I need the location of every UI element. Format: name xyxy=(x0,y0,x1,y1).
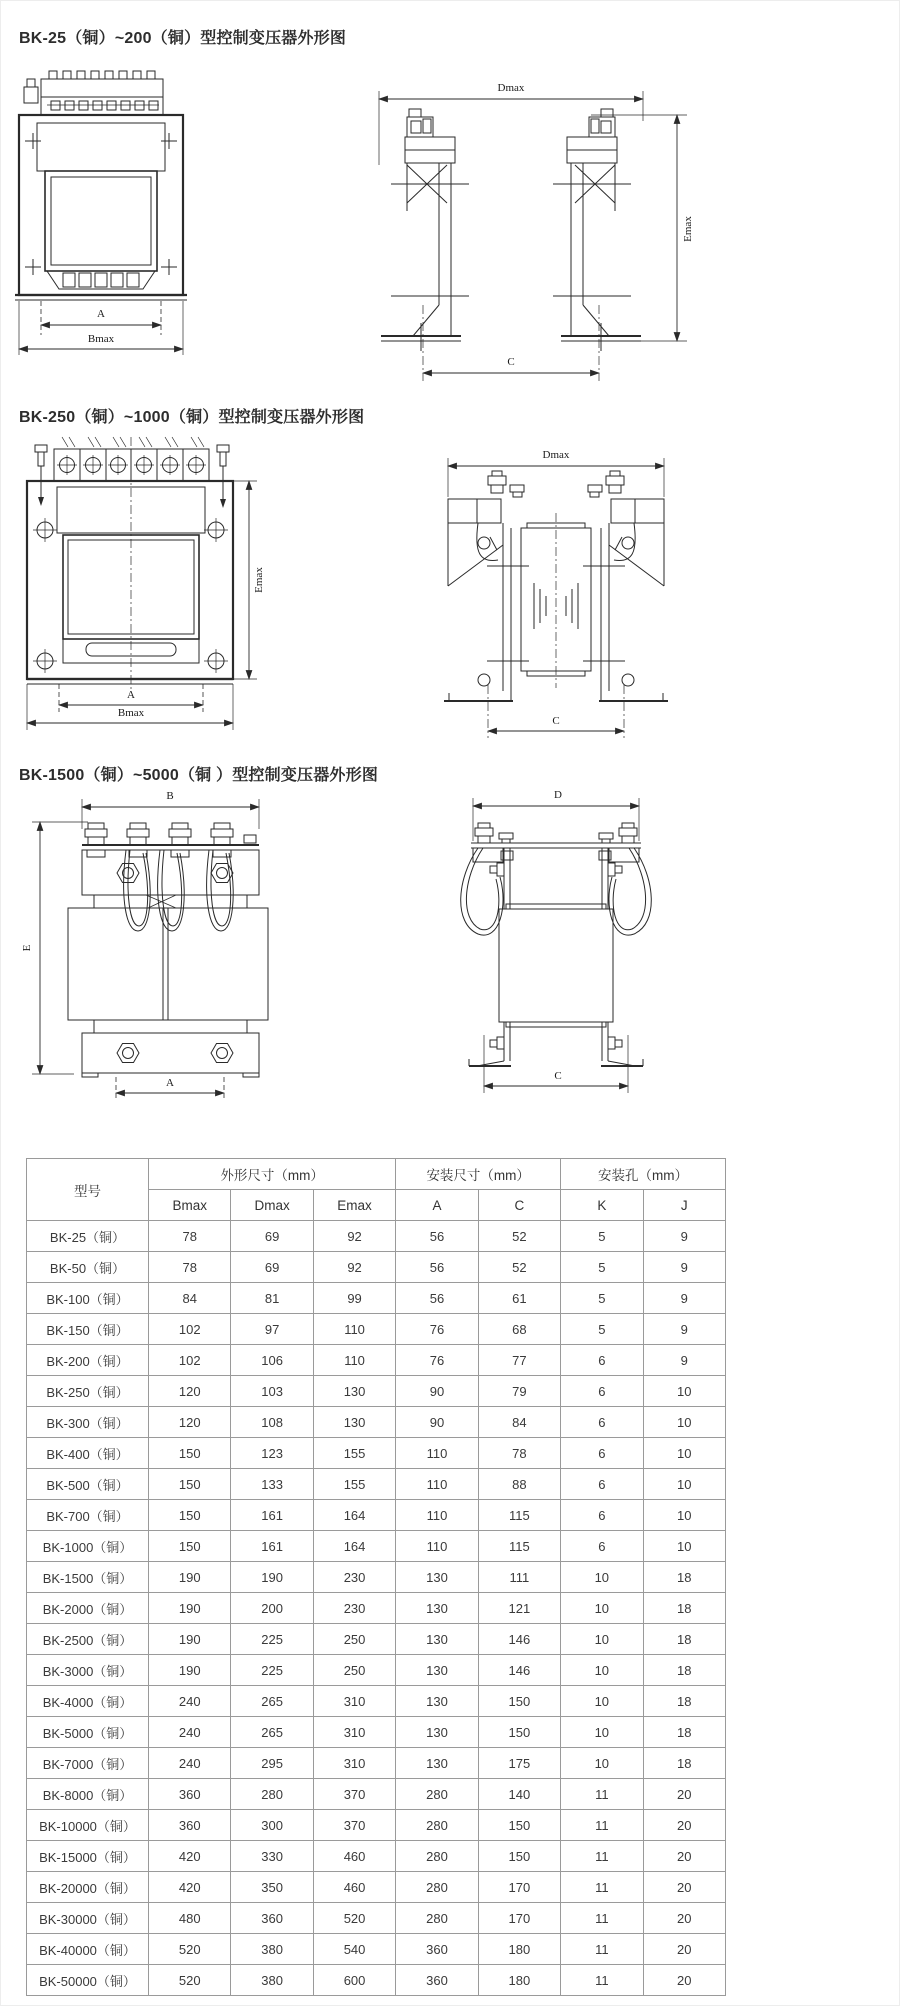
spec-value-cell: 92 xyxy=(313,1221,395,1252)
table-row xyxy=(27,1624,726,1655)
spec-value-cell: 18 xyxy=(643,1717,725,1748)
spec-value-cell: 130 xyxy=(396,1624,478,1655)
lead-wires xyxy=(124,850,234,931)
dim-label-bmax: Bmax xyxy=(117,707,145,719)
table-row xyxy=(27,1965,726,1996)
table-row xyxy=(27,1841,726,1872)
spec-value-cell: 10 xyxy=(643,1407,725,1438)
table-row xyxy=(27,1686,726,1717)
spec-value-cell: 190 xyxy=(149,1655,231,1686)
spec-value-cell: 9 xyxy=(643,1345,725,1376)
spec-value-cell: 69 xyxy=(231,1221,313,1252)
dim-label-c: C xyxy=(507,356,515,368)
spec-value-cell: 280 xyxy=(396,1872,478,1903)
spec-value-cell: 9 xyxy=(643,1283,725,1314)
dim-label-c: C xyxy=(554,1070,562,1082)
section-1-heading: BK-25（铜）~200（铜）型控制变压器外形图 xyxy=(19,30,347,47)
spec-value-cell: 84 xyxy=(149,1283,231,1314)
spec-value-cell: 130 xyxy=(396,1562,478,1593)
spec-value-cell: 140 xyxy=(478,1779,560,1810)
spec-value-cell: 295 xyxy=(231,1748,313,1779)
spec-value-cell: 175 xyxy=(478,1748,560,1779)
spec-value-cell: 110 xyxy=(396,1500,478,1531)
model-cell: BK-300（铜） xyxy=(27,1407,149,1438)
terminal-studs xyxy=(82,823,259,857)
spec-value-cell: 10 xyxy=(643,1500,725,1531)
core-leg xyxy=(381,109,469,351)
spec-value-cell: 133 xyxy=(231,1469,313,1500)
table-group-header-row xyxy=(27,1159,726,1190)
spec-value-cell: 130 xyxy=(313,1407,395,1438)
bk1500-5000-front-view-drawing xyxy=(16,783,278,1105)
spec-value-cell: 161 xyxy=(231,1531,313,1562)
spec-value-cell: 111 xyxy=(478,1562,560,1593)
spec-value-cell: 150 xyxy=(478,1686,560,1717)
spec-value-cell: 240 xyxy=(149,1748,231,1779)
spec-value-cell: 6 xyxy=(561,1345,643,1376)
col-group-mounting-size: 安装尺寸（mm） xyxy=(396,1159,561,1190)
table-row xyxy=(27,1717,726,1748)
spec-value-cell: 79 xyxy=(478,1376,560,1407)
spec-value-cell: 265 xyxy=(231,1717,313,1748)
spec-value-cell: 81 xyxy=(231,1283,313,1314)
spec-value-cell: 69 xyxy=(231,1252,313,1283)
col-group-outline-size: 外形尺寸（mm） xyxy=(149,1159,396,1190)
table-row xyxy=(27,1252,726,1283)
model-cell: BK-100（铜） xyxy=(27,1283,149,1314)
spec-value-cell: 190 xyxy=(231,1562,313,1593)
spec-value-cell: 310 xyxy=(313,1717,395,1748)
spec-value-cell: 20 xyxy=(643,1965,725,1996)
spec-value-cell: 18 xyxy=(643,1593,725,1624)
spec-value-cell: 56 xyxy=(396,1221,478,1252)
dim-label-dmax: Dmax xyxy=(497,82,525,94)
spec-value-cell: 115 xyxy=(478,1500,560,1531)
spec-value-cell: 6 xyxy=(561,1500,643,1531)
table-row xyxy=(27,1779,726,1810)
clamp-bolts xyxy=(35,445,229,508)
col-k: K xyxy=(561,1190,643,1221)
spec-value-cell: 600 xyxy=(313,1965,395,1996)
spec-value-cell: 150 xyxy=(149,1531,231,1562)
spec-table xyxy=(26,1158,726,1996)
coil xyxy=(521,513,591,688)
dimension-dmax xyxy=(448,449,664,497)
model-cell: BK-40000（铜） xyxy=(27,1934,149,1965)
spec-value-cell: 230 xyxy=(313,1593,395,1624)
dimension-b xyxy=(82,790,259,829)
spec-value-cell: 6 xyxy=(561,1531,643,1562)
spec-value-cell: 78 xyxy=(149,1252,231,1283)
spec-value-cell: 190 xyxy=(149,1624,231,1655)
col-a: A xyxy=(396,1190,478,1221)
spec-value-cell: 155 xyxy=(313,1469,395,1500)
spec-value-cell: 146 xyxy=(478,1624,560,1655)
spec-value-cell: 130 xyxy=(396,1717,478,1748)
lower-clamp xyxy=(82,1033,259,1077)
spec-value-cell: 250 xyxy=(313,1624,395,1655)
table-row xyxy=(27,1283,726,1314)
dimension-c xyxy=(484,1035,628,1093)
spec-value-cell: 78 xyxy=(149,1221,231,1252)
spec-value-cell: 150 xyxy=(149,1500,231,1531)
spec-value-cell: 5 xyxy=(561,1314,643,1345)
terminal-block xyxy=(24,71,163,115)
spec-value-cell: 52 xyxy=(478,1252,560,1283)
spec-value-cell: 11 xyxy=(561,1779,643,1810)
spec-value-cell: 10 xyxy=(643,1376,725,1407)
table-row xyxy=(27,1345,726,1376)
spec-value-cell: 280 xyxy=(396,1779,478,1810)
spec-value-cell: 230 xyxy=(313,1562,395,1593)
spec-value-cell: 6 xyxy=(561,1469,643,1500)
spec-value-cell: 20 xyxy=(643,1779,725,1810)
transformer-body xyxy=(15,115,187,300)
spec-value-cell: 420 xyxy=(149,1841,231,1872)
dim-label-emax: Emax xyxy=(682,216,694,242)
spec-value-cell: 76 xyxy=(396,1345,478,1376)
spec-value-cell: 10 xyxy=(561,1593,643,1624)
section-2-heading: BK-250（铜）~1000（铜）型控制变压器外形图 xyxy=(19,409,365,426)
table-row xyxy=(27,1593,726,1624)
spec-value-cell: 20 xyxy=(643,1810,725,1841)
spec-value-cell: 103 xyxy=(231,1376,313,1407)
model-cell: BK-50000（铜） xyxy=(27,1965,149,1996)
model-cell: BK-250（铜） xyxy=(27,1376,149,1407)
table-row xyxy=(27,1500,726,1531)
spec-value-cell: 190 xyxy=(149,1562,231,1593)
spec-value-cell: 56 xyxy=(396,1252,478,1283)
table-row xyxy=(27,1655,726,1686)
spec-value-cell: 190 xyxy=(149,1593,231,1624)
spec-value-cell: 520 xyxy=(313,1903,395,1934)
spec-value-cell: 370 xyxy=(313,1810,395,1841)
spec-value-cell: 250 xyxy=(313,1655,395,1686)
spec-value-cell: 240 xyxy=(149,1717,231,1748)
spec-value-cell: 300 xyxy=(231,1810,313,1841)
spec-value-cell: 56 xyxy=(396,1283,478,1314)
bk25-200-side-view-drawing xyxy=(351,53,701,368)
spec-value-cell: 360 xyxy=(231,1903,313,1934)
spec-value-cell: 10 xyxy=(561,1655,643,1686)
spec-value-cell: 5 xyxy=(561,1283,643,1314)
model-cell: BK-150（铜） xyxy=(27,1314,149,1345)
spec-value-cell: 20 xyxy=(643,1872,725,1903)
spec-value-cell: 170 xyxy=(478,1903,560,1934)
model-cell: BK-3000（铜） xyxy=(27,1655,149,1686)
dim-label-d: D xyxy=(554,789,562,801)
model-cell: BK-1500（铜） xyxy=(27,1562,149,1593)
dim-label-c: C xyxy=(552,715,560,727)
dimension-dmax xyxy=(379,82,643,165)
spec-value-cell: 68 xyxy=(478,1314,560,1345)
table-row xyxy=(27,1314,726,1345)
spec-value-cell: 380 xyxy=(231,1965,313,1996)
spec-value-cell: 11 xyxy=(561,1965,643,1996)
core-leg xyxy=(444,471,529,701)
spec-value-cell: 370 xyxy=(313,1779,395,1810)
spec-value-cell: 11 xyxy=(561,1934,643,1965)
spec-value-cell: 150 xyxy=(149,1469,231,1500)
spec-value-cell: 6 xyxy=(561,1376,643,1407)
dim-label-e: E xyxy=(21,944,33,952)
dim-label-bmax: Bmax xyxy=(87,333,115,345)
model-cell: BK-2000（铜） xyxy=(27,1593,149,1624)
spec-value-cell: 78 xyxy=(478,1438,560,1469)
spec-value-cell: 108 xyxy=(231,1407,313,1438)
spec-value-cell: 18 xyxy=(643,1562,725,1593)
spec-value-cell: 110 xyxy=(313,1345,395,1376)
dimension-a xyxy=(41,301,161,335)
table-row xyxy=(27,1438,726,1469)
spec-value-cell: 280 xyxy=(396,1903,478,1934)
spec-value-cell: 18 xyxy=(643,1624,725,1655)
spec-value-cell: 146 xyxy=(478,1655,560,1686)
spec-value-cell: 11 xyxy=(561,1872,643,1903)
spec-value-cell: 161 xyxy=(231,1500,313,1531)
spec-value-cell: 240 xyxy=(149,1686,231,1717)
dim-label-emax: Emax xyxy=(253,567,265,593)
spec-value-cell: 420 xyxy=(149,1872,231,1903)
spec-value-cell: 10 xyxy=(561,1624,643,1655)
spec-value-cell: 6 xyxy=(561,1407,643,1438)
table-row xyxy=(27,1376,726,1407)
model-cell: BK-20000（铜） xyxy=(27,1872,149,1903)
spec-value-cell: 265 xyxy=(231,1686,313,1717)
table-row xyxy=(27,1221,726,1252)
model-cell: BK-50（铜） xyxy=(27,1252,149,1283)
bk250-1000-front-view-drawing xyxy=(11,433,271,745)
table-row xyxy=(27,1748,726,1779)
spec-value-cell: 225 xyxy=(231,1624,313,1655)
dimension-c xyxy=(488,685,624,738)
spec-value-cell: 225 xyxy=(231,1655,313,1686)
spec-value-cell: 180 xyxy=(478,1934,560,1965)
col-c: C xyxy=(478,1190,560,1221)
dim-label-dmax: Dmax xyxy=(542,449,570,461)
dimension-e xyxy=(21,822,88,1074)
model-cell: BK-8000（铜） xyxy=(27,1779,149,1810)
spec-value-cell: 120 xyxy=(149,1407,231,1438)
spec-value-cell: 106 xyxy=(231,1345,313,1376)
spec-value-cell: 200 xyxy=(231,1593,313,1624)
spec-value-cell: 115 xyxy=(478,1531,560,1562)
spec-value-cell: 11 xyxy=(561,1903,643,1934)
core-leg xyxy=(461,823,513,1066)
spec-value-cell: 130 xyxy=(396,1748,478,1779)
spec-value-cell: 10 xyxy=(561,1717,643,1748)
spec-value-cell: 77 xyxy=(478,1345,560,1376)
model-cell: BK-10000（铜） xyxy=(27,1810,149,1841)
spec-value-cell: 155 xyxy=(313,1438,395,1469)
spec-value-cell: 18 xyxy=(643,1655,725,1686)
spec-value-cell: 10 xyxy=(643,1469,725,1500)
spec-value-cell: 130 xyxy=(396,1655,478,1686)
spec-value-cell: 99 xyxy=(313,1283,395,1314)
table-row xyxy=(27,1469,726,1500)
spec-value-cell: 310 xyxy=(313,1686,395,1717)
spec-value-cell: 5 xyxy=(561,1252,643,1283)
section-3-heading: BK-1500（铜）~5000（铜 ）型控制变压器外形图 xyxy=(19,767,379,784)
col-group-model: 型号 xyxy=(27,1159,149,1221)
spec-value-cell: 360 xyxy=(396,1934,478,1965)
spec-value-cell: 52 xyxy=(478,1221,560,1252)
model-cell: BK-500（铜） xyxy=(27,1469,149,1500)
spec-value-cell: 11 xyxy=(561,1841,643,1872)
spec-value-cell: 130 xyxy=(313,1376,395,1407)
model-cell: BK-1000（铜） xyxy=(27,1531,149,1562)
spec-value-cell: 102 xyxy=(149,1345,231,1376)
spec-value-cell: 102 xyxy=(149,1314,231,1345)
dimension-a xyxy=(116,1077,224,1100)
model-cell: BK-5000（铜） xyxy=(27,1717,149,1748)
spec-value-cell: 330 xyxy=(231,1841,313,1872)
spec-value-cell: 360 xyxy=(396,1965,478,1996)
spec-value-cell: 10 xyxy=(643,1438,725,1469)
spec-value-cell: 90 xyxy=(396,1376,478,1407)
terminal-strip xyxy=(54,449,209,481)
spec-value-cell: 11 xyxy=(561,1810,643,1841)
spec-value-cell: 110 xyxy=(313,1314,395,1345)
spec-value-cell: 130 xyxy=(396,1593,478,1624)
spec-value-cell: 5 xyxy=(561,1221,643,1252)
spec-value-cell: 150 xyxy=(478,1810,560,1841)
spec-value-cell: 520 xyxy=(149,1965,231,1996)
model-cell: BK-30000（铜） xyxy=(27,1903,149,1934)
spec-value-cell: 88 xyxy=(478,1469,560,1500)
dim-label-a: A xyxy=(166,1077,174,1089)
model-cell: BK-25（铜） xyxy=(27,1221,149,1252)
bk1500-5000-side-view-drawing xyxy=(351,783,651,1105)
dim-label-a: A xyxy=(97,308,105,320)
bk25-200-front-view-drawing xyxy=(11,53,241,363)
spec-value-cell: 150 xyxy=(478,1717,560,1748)
spec-value-cell: 9 xyxy=(643,1221,725,1252)
spec-value-cell: 9 xyxy=(643,1314,725,1345)
col-dmax: Dmax xyxy=(231,1190,313,1221)
model-cell: BK-7000（铜） xyxy=(27,1748,149,1779)
spec-value-cell: 150 xyxy=(149,1438,231,1469)
spec-value-cell: 9 xyxy=(643,1252,725,1283)
spec-value-cell: 97 xyxy=(231,1314,313,1345)
coil-block xyxy=(68,895,268,1033)
spec-value-cell: 10 xyxy=(561,1748,643,1779)
spec-value-cell: 360 xyxy=(149,1810,231,1841)
spec-value-cell: 180 xyxy=(478,1965,560,1996)
table-row xyxy=(27,1903,726,1934)
spec-value-cell: 84 xyxy=(478,1407,560,1438)
spec-value-cell: 150 xyxy=(478,1841,560,1872)
spec-value-cell: 110 xyxy=(396,1438,478,1469)
spec-value-cell: 10 xyxy=(561,1562,643,1593)
spec-value-cell: 110 xyxy=(396,1531,478,1562)
model-cell: BK-400（铜） xyxy=(27,1438,149,1469)
table-row xyxy=(27,1934,726,1965)
spec-value-cell: 90 xyxy=(396,1407,478,1438)
spec-value-cell: 280 xyxy=(231,1779,313,1810)
spec-value-cell: 20 xyxy=(643,1903,725,1934)
spec-value-cell: 121 xyxy=(478,1593,560,1624)
table-row xyxy=(27,1872,726,1903)
spec-value-cell: 20 xyxy=(643,1934,725,1965)
spec-value-cell: 18 xyxy=(643,1748,725,1779)
spec-value-cell: 540 xyxy=(313,1934,395,1965)
spec-value-cell: 520 xyxy=(149,1934,231,1965)
spec-value-cell: 123 xyxy=(231,1438,313,1469)
spec-value-cell: 130 xyxy=(396,1686,478,1717)
spec-value-cell: 380 xyxy=(231,1934,313,1965)
table-row xyxy=(27,1531,726,1562)
col-j: J xyxy=(643,1190,725,1221)
spec-value-cell: 164 xyxy=(313,1531,395,1562)
dimension-emax xyxy=(233,481,265,679)
spec-value-cell: 350 xyxy=(231,1872,313,1903)
spec-value-cell: 280 xyxy=(396,1841,478,1872)
spec-value-cell: 460 xyxy=(313,1841,395,1872)
spec-value-cell: 460 xyxy=(313,1872,395,1903)
model-cell: BK-4000（铜） xyxy=(27,1686,149,1717)
spec-value-cell: 10 xyxy=(643,1531,725,1562)
model-cell: BK-700（铜） xyxy=(27,1500,149,1531)
table-row xyxy=(27,1810,726,1841)
table-row xyxy=(27,1407,726,1438)
spec-value-cell: 92 xyxy=(313,1252,395,1283)
transformer-body xyxy=(27,437,233,691)
col-emax: Emax xyxy=(313,1190,395,1221)
spec-value-cell: 76 xyxy=(396,1314,478,1345)
model-cell: BK-200（铜） xyxy=(27,1345,149,1376)
spec-value-cell: 61 xyxy=(478,1283,560,1314)
spec-value-cell: 170 xyxy=(478,1872,560,1903)
spec-value-cell: 360 xyxy=(149,1779,231,1810)
mounting-cross-marks xyxy=(25,133,177,275)
spec-value-cell: 6 xyxy=(561,1438,643,1469)
dimension-emax xyxy=(591,115,694,341)
spec-value-cell: 280 xyxy=(396,1810,478,1841)
spec-value-cell: 110 xyxy=(396,1469,478,1500)
spec-value-cell: 480 xyxy=(149,1903,231,1934)
model-cell: BK-2500（铜） xyxy=(27,1624,149,1655)
dimension-d xyxy=(473,789,639,841)
spec-table-body xyxy=(27,1221,726,1996)
wire-marks xyxy=(62,437,204,447)
dim-label-b: B xyxy=(166,790,174,802)
spec-value-cell: 120 xyxy=(149,1376,231,1407)
spec-value-cell: 310 xyxy=(313,1748,395,1779)
dimension-c xyxy=(423,305,599,381)
spec-value-cell: 18 xyxy=(643,1686,725,1717)
bk250-1000-side-view-drawing xyxy=(356,433,676,745)
spec-value-cell: 10 xyxy=(561,1686,643,1717)
spec-value-cell: 20 xyxy=(643,1841,725,1872)
coil xyxy=(499,904,613,1027)
col-group-mounting-hole: 安装孔（mm） xyxy=(561,1159,726,1190)
spec-value-cell: 164 xyxy=(313,1500,395,1531)
dim-label-a: A xyxy=(127,689,135,701)
table-row xyxy=(27,1562,726,1593)
model-cell: BK-15000（铜） xyxy=(27,1841,149,1872)
col-bmax: Bmax xyxy=(149,1190,231,1221)
